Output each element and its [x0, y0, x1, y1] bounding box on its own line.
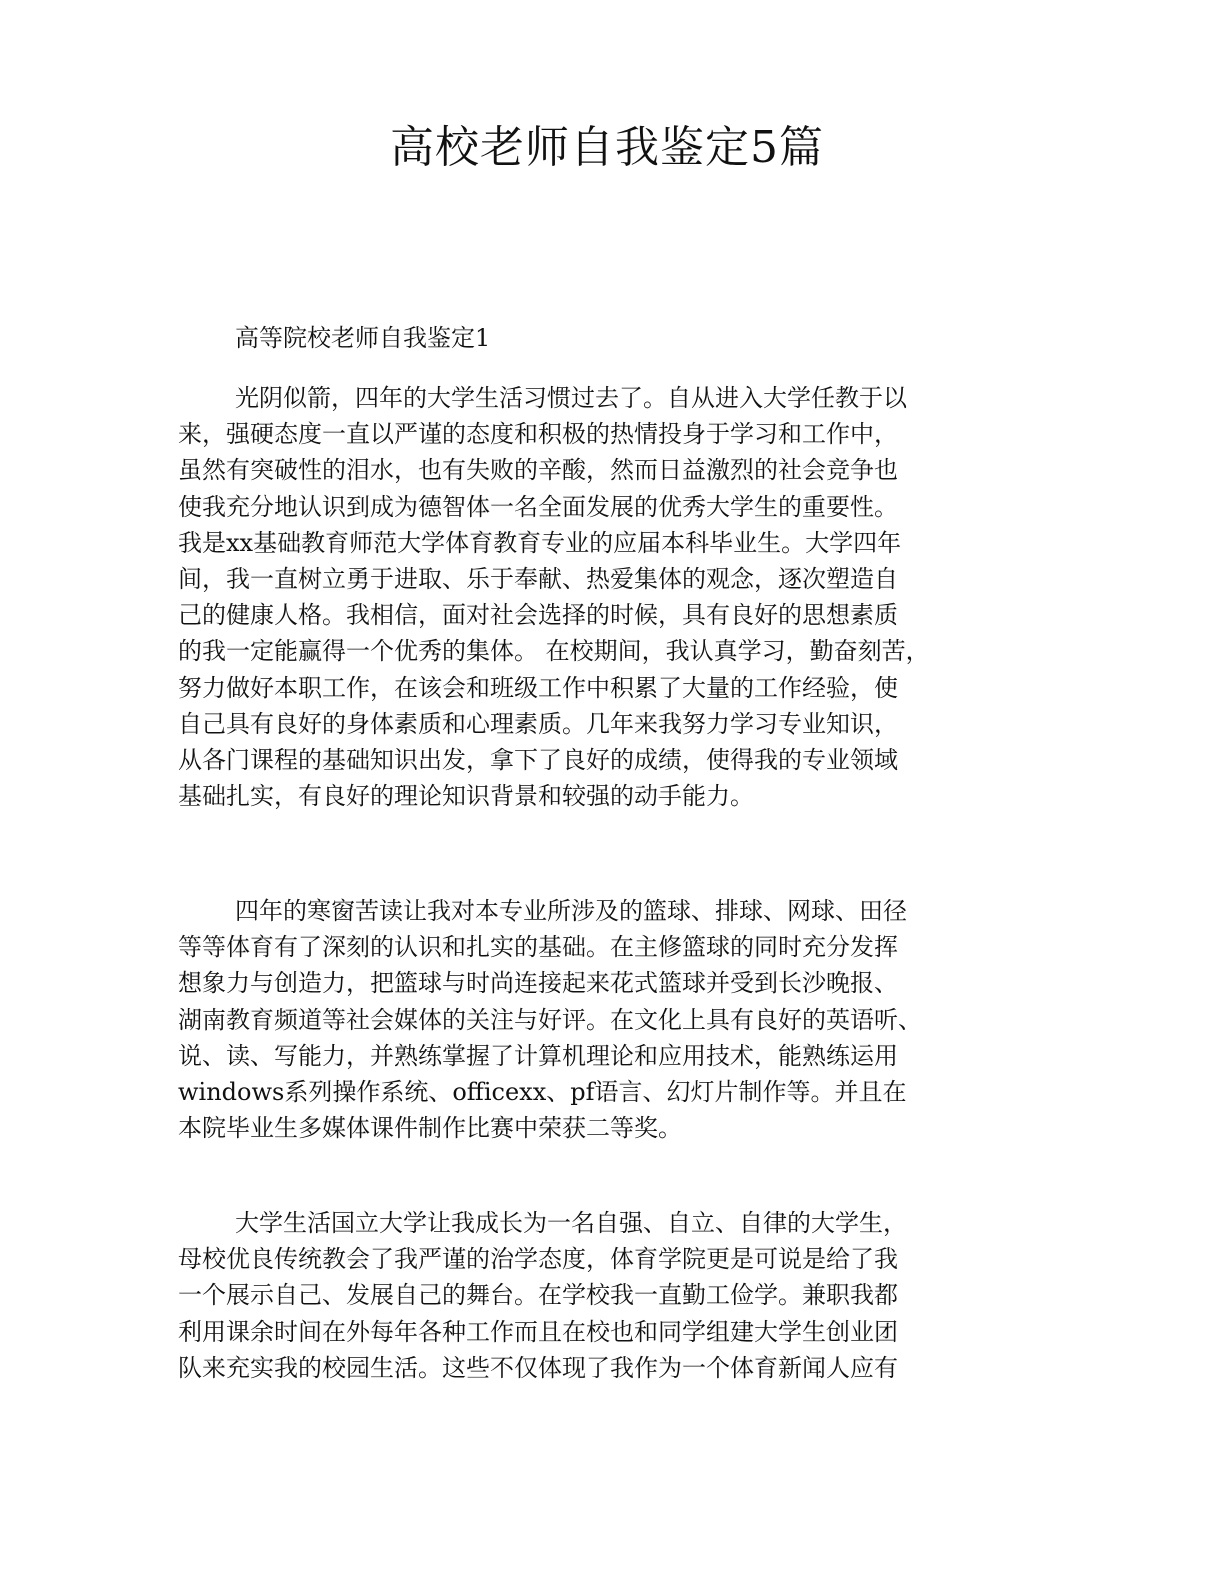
paragraph-line: 使我充分地认识到成为德智体一名全面发展的优秀大学生的重要性。 [178, 492, 898, 521]
paragraph-line: 想象力与创造力，把篮球与时尚连接起来花式篮球并受到长沙晚报、 [178, 969, 898, 998]
paragraph-line: 本院毕业生多媒体课件制作比赛中荣获二等奖。 [178, 1114, 682, 1143]
paragraph-line: 说、读、写能力，并熟练掌握了计算机理论和应用技术，能熟练运用 [178, 1041, 898, 1070]
paragraph-line: 间，我一直树立勇于进取、乐于奉献、热爱集体的观念，逐次塑造自 [178, 564, 898, 593]
paragraph-line: 来，强硬态度一直以严谨的态度和积极的热情投身于学习和工作中， [178, 420, 898, 449]
paragraph-line: 等等体育有了深刻的认识和扎实的基础。在主修篮球的同时充分发挥 [178, 933, 898, 962]
paragraph-line: 湖南教育频道等社会媒体的关注与好评。在文化上具有良好的英语听、 [178, 1005, 922, 1034]
paragraph-line: 己的健康人格。我相信，面对社会选择的时候，具有良好的思想素质 [178, 601, 898, 630]
paragraph-line: 虽然有突破性的泪水，也有失败的辛酸，然而日益激烈的社会竞争也 [178, 456, 898, 485]
document-title: 高校老师自我鉴定5篇 [390, 122, 824, 173]
paragraph-line: 一个展示自己、发展自己的舞台。在学校我一直勤工俭学。兼职我都 [178, 1281, 898, 1310]
paragraph-line: 自己具有良好的身体素质和心理素质。几年来我努力学习专业知识， [178, 709, 898, 738]
paragraph-line: 我是xx基础教育师范大学体育教育专业的应届本科毕业生。大学四年 [178, 528, 902, 557]
paragraph-line: 的我一定能赢得一个优秀的集体。 在校期间，我认真学习，勤奋刻苦， [178, 637, 930, 666]
paragraph-line: 队来充实我的校园生活。这些不仅体现了我作为一个体育新闻人应有 [178, 1353, 898, 1382]
paragraph-line: 母校优良传统教会了我严谨的治学态度，体育学院更是可说是给了我 [178, 1245, 898, 1274]
paragraph-line: 大学生活国立大学让我成长为一名自强、自立、自律的大学生， [235, 1209, 907, 1237]
paragraph-line: 从各门课程的基础知识出发，拿下了良好的成绩，使得我的专业领域 [178, 745, 898, 774]
paragraph-1 [178, 380, 930, 814]
paragraph-line: 努力做好本职工作，在该会和班级工作中积累了大量的工作经验，使 [178, 673, 898, 702]
paragraph-2 [178, 893, 922, 1146]
paragraph-line: 四年的寒窗苦读让我对本专业所涉及的篮球、排球、网球、田径 [235, 897, 907, 925]
paragraph-line: 光阴似箭，四年的大学生活习惯过去了。自从进入大学任教于以 [235, 384, 907, 412]
section-heading: 高等院校老师自我鉴定1 [235, 324, 491, 352]
paragraph-3 [178, 1205, 907, 1386]
paragraph-line: 利用课余时间在外每年各种工作而且在校也和同学组建大学生创业团 [178, 1317, 898, 1346]
paragraph-line: windows系列操作系统、officexx、pf语言、幻灯片制作等。并且在 [178, 1077, 907, 1106]
paragraph-line: 基础扎实，有良好的理论知识背景和较强的动手能力。 [178, 782, 754, 811]
